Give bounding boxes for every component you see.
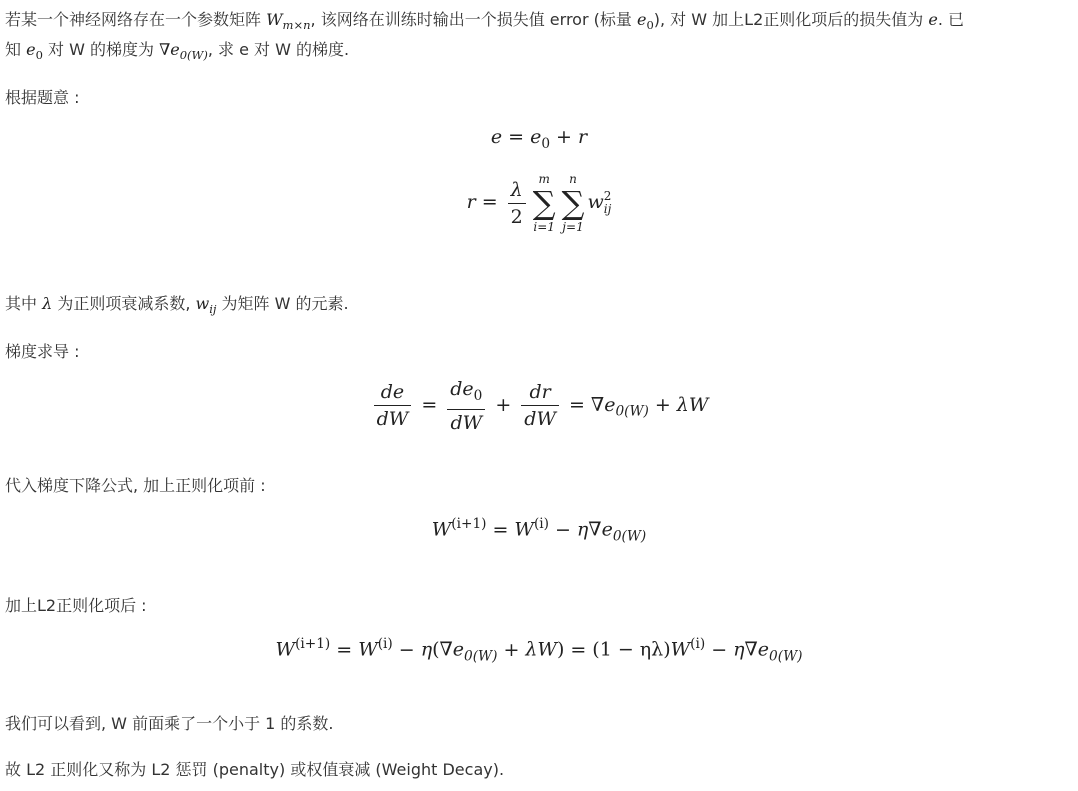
loss-e0: $e_0$	[636, 10, 654, 33]
loss-e0: $e_0$	[26, 40, 43, 63]
intro-text: , 求 e 对 W 的梯度.	[207, 40, 350, 59]
sum-j: n ∑ j=1	[561, 172, 585, 234]
intro-text: 对 W 的梯度为	[42, 40, 160, 59]
heading-sgd: 代入梯度下降公式, 加上正则化项前 :	[5, 476, 266, 495]
equation-loss: $e = e_0 + r$	[490, 126, 588, 152]
loss-e: e	[928, 10, 938, 29]
heading-basis: 根据题意 :	[5, 88, 80, 107]
conclusion-1: 我们可以看到, W 前面乘了一个小于 1 的系数.	[5, 714, 334, 733]
where-line: 其中 λ 为正则项衰减系数, $w_{ij}$ 为矩阵 W 的元素.	[5, 294, 349, 317]
equation-gradient: $\frac{de}{dW}$ = $\frac{de_0}{dW}$ + $\frac{dr}{dW}$ = $\nabla e_{0(W)} + \lambda W$	[0, 378, 1078, 434]
heading-gradient: 梯度求导 :	[5, 342, 80, 361]
sum-i: m ∑ i=1	[532, 172, 556, 234]
intro-text: 知	[5, 40, 27, 59]
heading-l2: 加上L2正则化项后 :	[5, 596, 147, 615]
intro-text: , 该网络在训练时输出一个损失值 error (标量	[310, 10, 637, 29]
fraction-lambda-over-2: $\frac{\lambda}{2}$	[508, 179, 526, 228]
intro-text: . 已	[937, 10, 965, 29]
intro-text: ), 对 W 加上L2正则化项后的损失值为	[653, 10, 929, 29]
equation-update-plain: $W^{(i+1)} = W^{(i)} - \eta\nabla e_{0(W)}$	[431, 516, 647, 545]
equation-regularizer: r = $\frac{\lambda}{2}$ m ∑ i=1 n ∑ j=1 w 2 ij	[466, 172, 612, 234]
gradient-e0-W: $\nabla e_{0(W)}$	[159, 40, 208, 63]
conclusion-2: 故 L2 正则化又称为 L2 惩罚 (penalty) 或权值衰减 (Weight Decay).	[5, 760, 505, 779]
intro-line-1	[5, 6, 964, 39]
intro-text: 若某一个神经网络存在一个参数矩阵	[5, 10, 267, 29]
intro-line-2	[5, 36, 349, 69]
equation-update-l2: $W^{(i+1)} = W^{(i)} - \eta(\nabla e_{0(W)} + \lambda W) = (1 - \eta\lambda)W^{(i)} - \eta\nabla e_{0(W)}$	[275, 636, 803, 665]
matrix-W: $W_{m\times n}$	[266, 10, 311, 33]
